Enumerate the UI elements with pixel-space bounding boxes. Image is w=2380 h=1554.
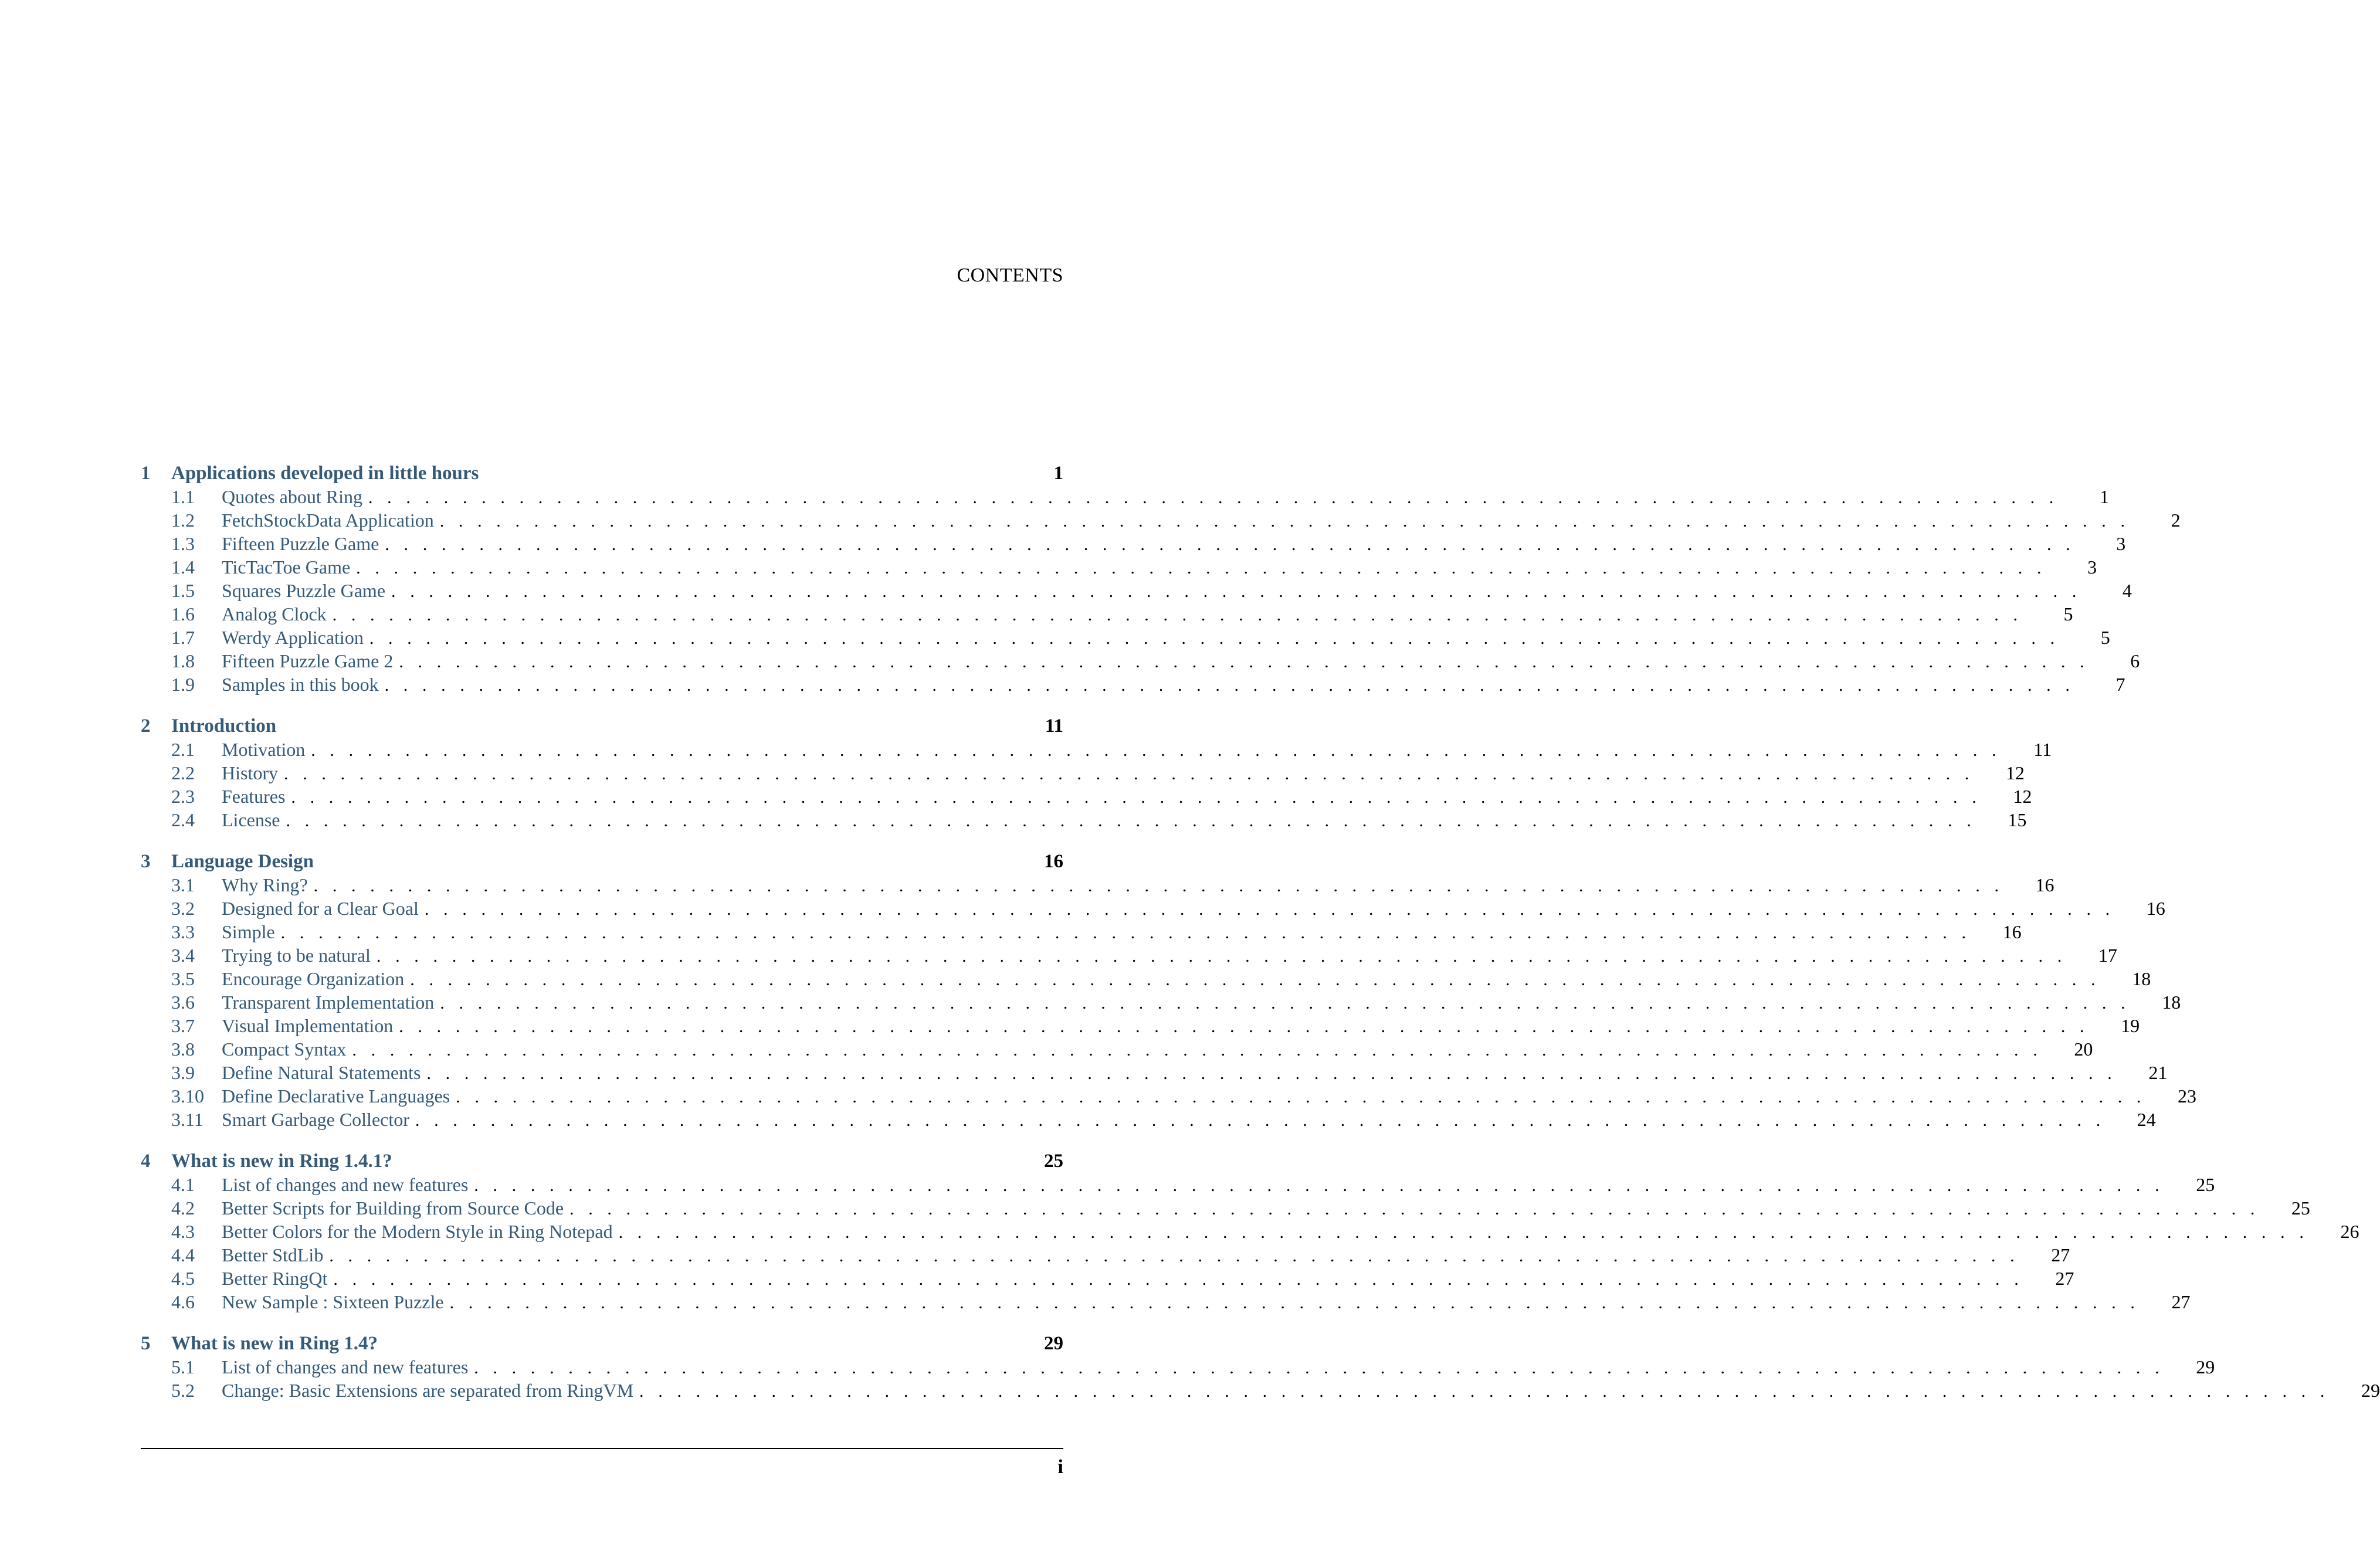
section-page-number: 18	[2132, 968, 2151, 989]
section-title-link[interactable]: Better StdLib	[222, 1244, 324, 1265]
toc-chapter-entry[interactable]	[141, 462, 1063, 485]
toc-section-entry[interactable]	[141, 673, 2125, 696]
chapter-number[interactable]: 5	[141, 1333, 151, 1354]
section-number[interactable]: 3.3	[171, 921, 195, 942]
chapter-title-link[interactable]: What is new in Ring 1.4?	[171, 1333, 378, 1354]
dot-leader: . . . . . . . . . . . . . . . . . . . . . . . . . . . . . . . . . . . . . . . . . . . . . . . . . . . . . . . . . . . . . . . . . . . . . . . . . . . . . . . . . . . . . . . . . .	[439, 511, 2130, 531]
section-number[interactable]: 2.1	[171, 739, 195, 760]
chapter-title-link[interactable]: Applications developed in little hours	[171, 463, 479, 484]
toc-section-entry[interactable]	[141, 532, 2126, 555]
dot-leader: . . . . . . . . . . . . . . . . . . . . . . . . . . . . . . . . . . . . . . . . . . . . . . . . . . . . . . . . . . . . . . . . . . . . . . . . . . . . . . . . . . . . . . . . . .	[424, 900, 2115, 919]
dot-leader: . . . . . . . . . . . . . . . . . . . . . . . . . . . . . . . . . . . . . . . . . . . . . . . . . . . . . . . . . . . . . . . . . . . . . . . . . . . . . . . . . . . . . . . . . .	[415, 1111, 2106, 1130]
section-title-link[interactable]: Encourage Organization	[222, 968, 405, 989]
dot-leader: . . . . . . . . . . . . . . . . . . . . . . . . . . . . . . . . . . . . . . . . . . . . . . . . . . . . . . . . . . . . . . . . . . . . . . . . . . . . . . . . . . . . . . . . . .	[332, 605, 2023, 625]
dot-leader: . . . . . . . . . . . . . . . . . . . . . . . . . . . . . . . . . . . . . . . . . . . . . . . . . . . . . . . . . . . . . . . . . . . . . . . . . . . . . . . . . . . . . . . . . .	[352, 1040, 2043, 1060]
section-page-number: 26	[2340, 1221, 2359, 1242]
section-number[interactable]: 2.3	[171, 786, 195, 807]
dot-leader: . . . . . . . . . . . . . . . . . . . . . . . . . . . . . . . . . . . . . . . . . . . . . . . . . . . . . . . . . . . . . . . . . . . . . . . . . . . . . . . . . . . . . . . . . .	[280, 923, 1971, 942]
toc-section-entry[interactable]	[141, 1084, 2197, 1108]
dot-leader: . . . . . . . . . . . . . . . . . . . . . . . . . . . . . . . . . . . . . . . . . . . . . . . . . . . . . . . . . . . . . . . . . . . . . . . . . . . . . . . . . . . . . . . . . .	[456, 1087, 2147, 1107]
section-title-link[interactable]: TicTacToe Game	[222, 557, 351, 578]
dot-leader: . . . . . . . . . . . . . . . . . . . . . . . . . . . . . . . . . . . . . . . . . . . . . . . . . . . . . . . . . . . . . . . . . . . . . . . . . . . . . . . . . . . . . . . . . .	[311, 741, 2002, 760]
dot-leader: . . . . . . . . . . . . . . . . . . . . . . . . . . . . . . . . . . . . . . . . . . . . . . . . . . . . . . . . . . . . . . . . . . . . . . . . . . . . . . . . . . . . . . . . . .	[639, 1382, 2330, 1401]
section-number[interactable]: 1.9	[171, 674, 195, 695]
toc-section-entry[interactable]	[141, 738, 2052, 761]
toc-section-entry[interactable]	[141, 897, 2165, 920]
section-page-number: 18	[2162, 992, 2181, 1013]
dot-leader: . . . . . . . . . . . . . . . . . . . . . . . . . . . . . . . . . . . . . . . . . . . . . . . . . . . . . . . . . . . . . . . . . . . . . . . . . . . . . . . . . . . . . . . . . .	[376, 946, 2067, 966]
dot-leader: . . . . . . . . . . . . . . . . . . . . . . . . . . . . . . . . . . . . . . . . . . . . . . . . . . . . . . . . . . . . . . . . . . . . . . . . . . . . . . . . . . . . . . . . . .	[368, 488, 2059, 507]
toc-section-entry[interactable]	[141, 785, 2032, 808]
toc-chapter-entry[interactable]	[141, 1332, 1063, 1355]
section-page-number: 25	[2196, 1174, 2215, 1195]
dot-leader: . . . . . . . . . . . . . . . . . . . . . . . . . . . . . . . . . . . . . . . . . . . . . . . . . . . . . . . . . . . . . . . . . . . . . . . . . . . . . . . . . . . . . . . . . .	[369, 629, 2060, 648]
section-page-number: 3	[2116, 533, 2126, 554]
table-of-contents	[141, 462, 2380, 1420]
dot-leader: . . . . . . . . . . . . . . . . . . . . . . . . . . . . . . . . . . . . . . . . . . . . . . . . . . . . . . . . . . . . . . . . . . . . . . . . . . . . . . . . . . . . . . . . . .	[391, 582, 2081, 601]
section-number[interactable]: 3.2	[171, 898, 195, 919]
dot-leader: . . . . . . . . . . . . . . . . . . . . . . . . . . . . . . . . . . . . . . . . . . . . . . . . . . . . . . . . . . . . . . . . . . . . . . . . . . . . . . . . . . . . . . . . . .	[329, 1246, 2020, 1265]
dot-leader: . . . . . . . . . . . . . . . . . . . . . . . . . . . . . . . . . . . . . . . . . . . . . . . . . . . . . . . . . . . . . . . . . . . . . . . . . . . . . . . . . . . . . . . . . .	[440, 993, 2131, 1013]
section-page-number: 19	[2121, 1015, 2140, 1036]
dot-leader: . . . . . . . . . . . . . . . . . . . . . . . . . . . . . . . . . . . . . . . . . . . . . . . . . . . . . . . . . . . . . . . . . . . . . . . . . . . . . . . . . . . . . . . . . .	[399, 652, 2090, 671]
chapter-title-link[interactable]: Introduction	[171, 715, 277, 737]
toc-section-entry[interactable]	[141, 920, 2022, 944]
section-number[interactable]: 3.5	[171, 968, 195, 989]
section-title-link[interactable]: Fifteen Puzzle Game	[222, 533, 379, 554]
toc-section-entry[interactable]	[141, 944, 2117, 967]
toc-section-entry[interactable]	[141, 508, 2181, 532]
section-page-number: 27	[2051, 1244, 2070, 1265]
toc-section-entry[interactable]	[141, 1379, 2380, 1402]
dot-leader: . . . . . . . . . . . . . . . . . . . . . . . . . . . . . . . . . . . . . . . . . . . . . . . . . . . . . . . . . . . . . . . . . . . . . . . . . . . . . . . . . . . . . . . . . .	[286, 811, 1976, 830]
section-title-link[interactable]: Trying to be natural	[222, 945, 371, 966]
toc-chapter	[141, 850, 2197, 1131]
section-number[interactable]: 4.4	[171, 1244, 195, 1265]
chapter-number[interactable]: 4	[141, 1151, 151, 1172]
dot-leader: . . . . . . . . . . . . . . . . . . . . . . . . . . . . . . . . . . . . . . . . . . . . . . . . . . . . . . . . . . . . . . . . . . . . . . . . . . . . . . . . . . . . . . . . . .	[384, 676, 2075, 695]
section-number[interactable]: 4.1	[171, 1174, 195, 1195]
section-title-link[interactable]: Simple	[222, 921, 275, 942]
section-number[interactable]: 3.7	[171, 1015, 195, 1036]
section-page-number: 7	[2115, 674, 2125, 695]
page-number: i	[1057, 1456, 1063, 1478]
section-page-number: 3	[2087, 557, 2097, 578]
toc-section-entry[interactable]	[141, 555, 2097, 579]
section-title-link[interactable]: Better Scripts for Building from Source Code	[222, 1197, 564, 1219]
dot-leader: . . . . . . . . . . . . . . . . . . . . . . . . . . . . . . . . . . . . . . . . . . . . . . . . . . . . . . . . . . . . . . . . . . . . . . . . . . . . . . . . . . . . . . . . . .	[474, 1176, 2165, 1195]
footer-divider	[141, 1448, 1063, 1449]
toc-section-entry[interactable]	[141, 1220, 2359, 1243]
toc-section-entry[interactable]	[141, 579, 2132, 602]
toc-section-entry[interactable]	[141, 485, 2109, 508]
dot-leader: . . . . . . . . . . . . . . . . . . . . . . . . . . . . . . . . . . . . . . . . . . . . . . . . . . . . . . . . . . . . . . . . . . . . . . . . . . . . . . . . . . . . . . . . . .	[313, 876, 2004, 895]
toc-section-entry[interactable]	[141, 1196, 2310, 1220]
toc-section-entry[interactable]	[141, 1355, 2215, 1379]
section-title-link[interactable]: Werdy Application	[222, 627, 364, 648]
section-number[interactable]: 3.11	[171, 1109, 204, 1130]
chapter-title-link[interactable]: Language Design	[171, 851, 314, 872]
dot-leader: . . . . . . . . . . . . . . . . . . . . . . . . . . . . . . . . . . . . . . . . . . . . . . . . . . . . . . . . . . . . . . . . . . . . . . . . . . . . . . . . . . . . . . . . . .	[449, 1293, 2140, 1312]
toc-section-entry[interactable]	[141, 1108, 2156, 1131]
section-title-link[interactable]: Features	[222, 786, 286, 807]
section-page-number: 5	[2063, 603, 2073, 625]
chapter-page-number: 1	[1053, 463, 1063, 484]
chapter-number[interactable]: 1	[141, 463, 151, 484]
section-title-link[interactable]: FetchStockData Application	[222, 510, 434, 531]
section-number[interactable]: 4.6	[171, 1291, 195, 1312]
section-title-link[interactable]: List of changes and new features	[222, 1356, 469, 1377]
section-page-number: 16	[2035, 874, 2054, 895]
toc-section-entry[interactable]	[141, 1267, 2074, 1290]
section-title-link[interactable]: Smart Garbage Collector	[222, 1109, 409, 1130]
section-title-link[interactable]: Define Natural Statements	[222, 1062, 421, 1083]
section-title-link[interactable]: License	[222, 809, 280, 830]
dot-leader: . . . . . . . . . . . . . . . . . . . . . . . . . . . . . . . . . . . . . . . . . . . . . . . . . . . . . . . . . . . . . . . . . . . . . . . . . . . . . . . . . . . . . . . . . .	[618, 1223, 2309, 1242]
section-number[interactable]: 5.1	[171, 1356, 195, 1377]
toc-section-entry[interactable]	[141, 1037, 2093, 1061]
section-title-link[interactable]: Fifteen Puzzle Game 2	[222, 650, 394, 671]
section-number[interactable]: 1.1	[171, 486, 195, 507]
section-number[interactable]: 1.5	[171, 580, 195, 601]
dot-leader: . . . . . . . . . . . . . . . . . . . . . . . . . . . . . . . . . . . . . . . . . . . . . . . . . . . . . . . . . . . . . . . . . . . . . . . . . . . . . . . . . . . . . . . . . .	[385, 535, 2076, 554]
section-page-number: 27	[2055, 1268, 2074, 1289]
toc-section-entry[interactable]	[141, 649, 2140, 673]
section-number[interactable]: 3.9	[171, 1062, 195, 1083]
toc-chapter	[141, 714, 2052, 832]
chapter-page-number: 29	[1044, 1333, 1063, 1354]
section-page-number: 23	[2178, 1085, 2197, 1107]
section-title-link[interactable]: Compact Syntax	[222, 1039, 347, 1060]
toc-section-entry[interactable]	[141, 602, 2073, 626]
dot-leader: . . . . . . . . . . . . . . . . . . . . . . . . . . . . . . . . . . . . . . . . . . . . . . . . . . . . . . . . . . . . . . . . . . . . . . . . . . . . . . . . . . . . . . . . . .	[474, 1358, 2165, 1377]
section-page-number: 16	[2002, 921, 2022, 942]
section-number[interactable]: 1.7	[171, 627, 195, 648]
section-number[interactable]: 5.2	[171, 1380, 195, 1401]
section-title-link[interactable]: Better RingQt	[222, 1268, 328, 1289]
section-page-number: 21	[2148, 1062, 2168, 1083]
toc-chapter-entry[interactable]	[141, 850, 1063, 873]
section-title-link[interactable]: Transparent Implementation	[222, 992, 435, 1013]
toc-section-entry[interactable]	[141, 1243, 2070, 1267]
dot-leader: . . . . . . . . . . . . . . . . . . . . . . . . . . . . . . . . . . . . . . . . . . . . . . . . . . . . . . . . . . . . . . . . . . . . . . . . . . . . . . . . . . . . . . . . . .	[569, 1199, 2260, 1219]
toc-section-entry[interactable]	[141, 967, 2151, 990]
section-title-link[interactable]: Designed for a Clear Goal	[222, 898, 419, 919]
chapter-title-link[interactable]: What is new in Ring 1.4.1?	[171, 1151, 392, 1172]
toc-section-entry[interactable]	[141, 1061, 2168, 1084]
section-number[interactable]: 2.2	[171, 762, 195, 783]
section-page-number: 11	[2033, 739, 2052, 760]
toc-section-entry[interactable]	[141, 808, 2027, 832]
chapter-page-number: 11	[1045, 715, 1063, 737]
section-page-number: 29	[2361, 1380, 2380, 1401]
section-number[interactable]: 1.8	[171, 650, 195, 671]
section-page-number: 17	[2098, 945, 2117, 966]
dot-leader: . . . . . . . . . . . . . . . . . . . . . . . . . . . . . . . . . . . . . . . . . . . . . . . . . . . . . . . . . . . . . . . . . . . . . . . . . . . . . . . . . . . . . . . . . .	[284, 764, 1974, 783]
section-title-link[interactable]: Quotes about Ring	[222, 486, 362, 507]
toc-chapter-entry[interactable]	[141, 1149, 1063, 1173]
section-page-number: 24	[2137, 1109, 2156, 1130]
dot-leader: . . . . . . . . . . . . . . . . . . . . . . . . . . . . . . . . . . . . . . . . . . . . . . . . . . . . . . . . . . . . . . . . . . . . . . . . . . . . . . . . . . . . . . . . . .	[410, 970, 2101, 989]
section-page-number: 1	[2099, 486, 2109, 507]
chapter-number[interactable]: 2	[141, 715, 151, 737]
section-title-link[interactable]: Motivation	[222, 739, 306, 760]
dot-leader: . . . . . . . . . . . . . . . . . . . . . . . . . . . . . . . . . . . . . . . . . . . . . . . . . . . . . . . . . . . . . . . . . . . . . . . . . . . . . . . . . . . . . . . . . .	[356, 558, 2047, 578]
section-page-number: 2	[2171, 510, 2181, 531]
section-page-number: 12	[2013, 786, 2032, 807]
section-number[interactable]: 1.6	[171, 603, 195, 625]
chapter-page-number: 16	[1044, 851, 1063, 872]
dot-leader: . . . . . . . . . . . . . . . . . . . . . . . . . . . . . . . . . . . . . . . . . . . . . . . . . . . . . . . . . . . . . . . . . . . . . . . . . . . . . . . . . . . . . . . . . .	[426, 1064, 2117, 1083]
section-number[interactable]: 4.2	[171, 1197, 195, 1219]
section-title-link[interactable]: Define Declarative Languages	[222, 1085, 450, 1107]
section-title-link[interactable]: Samples in this book	[222, 674, 379, 695]
section-number[interactable]: 3.10	[171, 1085, 204, 1107]
dot-leader: . . . . . . . . . . . . . . . . . . . . . . . . . . . . . . . . . . . . . . . . . . . . . . . . . . . . . . . . . . . . . . . . . . . . . . . . . . . . . . . . . . . . . . . . . .	[399, 1017, 2090, 1036]
section-page-number: 20	[2074, 1039, 2093, 1060]
section-number[interactable]: 3.8	[171, 1039, 195, 1060]
toc-section-entry[interactable]	[141, 1290, 2191, 1314]
section-number[interactable]: 3.4	[171, 945, 195, 966]
section-title-link[interactable]: Why Ring?	[222, 874, 308, 895]
toc-section-entry[interactable]	[141, 990, 2181, 1014]
section-title-link[interactable]: Better Colors for the Modern Style in Ring Notepad	[222, 1221, 613, 1242]
toc-chapter	[141, 462, 2181, 696]
section-title-link[interactable]: List of changes and new features	[222, 1174, 469, 1195]
section-title-link[interactable]: Change: Basic Extensions are separated from RingVM	[222, 1380, 634, 1401]
section-title-link[interactable]: Visual Implementation	[222, 1015, 394, 1036]
section-number[interactable]: 4.3	[171, 1221, 195, 1242]
section-page-number: 12	[2005, 762, 2025, 783]
toc-chapter-entry[interactable]	[141, 714, 1063, 738]
section-number[interactable]: 1.3	[171, 533, 195, 554]
section-number[interactable]: 4.5	[171, 1268, 195, 1289]
toc-section-entry[interactable]	[141, 873, 2054, 897]
section-number[interactable]: 3.6	[171, 992, 195, 1013]
section-page-number: 16	[2146, 898, 2165, 919]
toc-chapter	[141, 1149, 2359, 1314]
section-number[interactable]: 1.2	[171, 510, 195, 531]
toc-section-entry[interactable]	[141, 761, 2025, 785]
section-title-link[interactable]: New Sample : Sixteen Puzzle	[222, 1291, 444, 1312]
running-header: CONTENTS	[957, 264, 1063, 286]
toc-section-entry[interactable]	[141, 1014, 2140, 1037]
toc-section-entry[interactable]	[141, 1173, 2215, 1196]
section-page-number: 4	[2122, 580, 2132, 601]
toc-section-entry[interactable]	[141, 626, 2110, 649]
section-page-number: 15	[2008, 809, 2027, 830]
section-page-number: 27	[2171, 1291, 2191, 1312]
section-title-link[interactable]: Squares Puzzle Game	[222, 580, 386, 601]
chapter-page-number: 25	[1044, 1151, 1063, 1172]
section-title-link[interactable]: History	[222, 762, 278, 783]
section-page-number: 5	[2100, 627, 2110, 648]
section-number[interactable]: 3.1	[171, 874, 195, 895]
section-page-number: 6	[2130, 650, 2140, 671]
dot-leader: . . . . . . . . . . . . . . . . . . . . . . . . . . . . . . . . . . . . . . . . . . . . . . . . . . . . . . . . . . . . . . . . . . . . . . . . . . . . . . . . . . . . . . . . . .	[291, 788, 1982, 807]
section-page-number: 29	[2196, 1356, 2215, 1377]
section-number[interactable]: 2.4	[171, 809, 195, 830]
dot-leader: . . . . . . . . . . . . . . . . . . . . . . . . . . . . . . . . . . . . . . . . . . . . . . . . . . . . . . . . . . . . . . . . . . . . . . . . . . . . . . . . . . . . . . . . . .	[333, 1270, 2024, 1289]
section-page-number: 25	[2291, 1197, 2310, 1219]
section-title-link[interactable]: Analog Clock	[222, 603, 327, 625]
section-number[interactable]: 1.4	[171, 557, 195, 578]
chapter-number[interactable]: 3	[141, 851, 151, 872]
toc-chapter	[141, 1332, 2380, 1402]
